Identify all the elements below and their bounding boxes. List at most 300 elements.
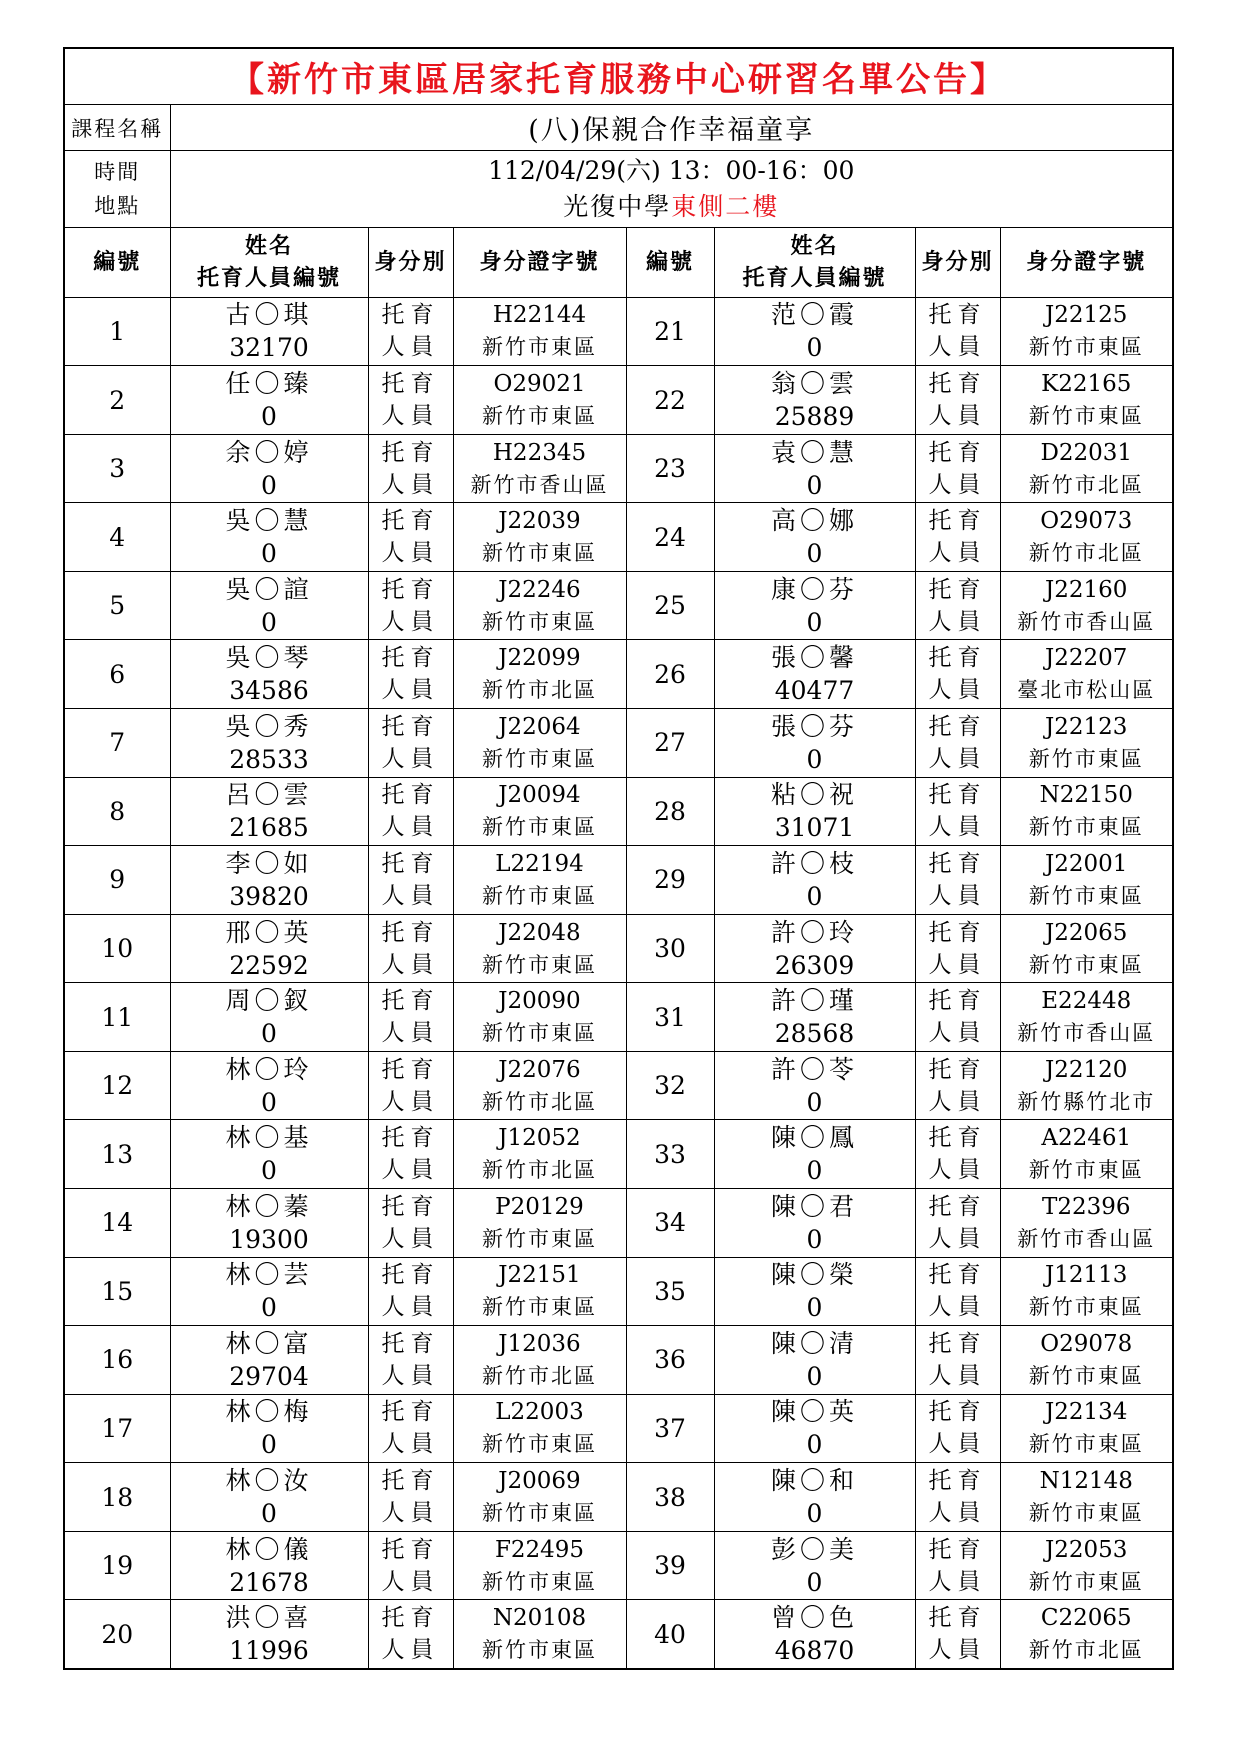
- row-number-right: 21: [626, 297, 714, 366]
- id-number: J22151: [498, 1262, 581, 1289]
- row-number-right: 26: [626, 640, 714, 709]
- name-cell-right: [714, 366, 915, 435]
- role-line-1: 托育: [928, 1330, 987, 1357]
- role-cell-right: [915, 914, 1000, 983]
- role-cell-right: [915, 640, 1000, 709]
- caregiver-code: 40477: [774, 676, 855, 706]
- role-line-2: 人員: [381, 1362, 440, 1389]
- row-number-right: 31: [626, 983, 714, 1052]
- role-line-1: 托育: [928, 1605, 987, 1632]
- row-number-left: 9: [64, 846, 170, 915]
- id-number: J22076: [498, 1056, 581, 1083]
- place-floor: 東側二樓: [671, 192, 780, 222]
- id-region: 新竹市北區: [482, 1089, 597, 1114]
- id-number: T22396: [1041, 1193, 1131, 1220]
- name-cell-left: [170, 1257, 368, 1326]
- row-number-right: 39: [626, 1531, 714, 1600]
- role-cell-left: [368, 709, 453, 778]
- role-cell-left: [368, 1188, 453, 1257]
- name-cell-left: [170, 914, 368, 983]
- row-number-right: 28: [626, 777, 714, 846]
- row-number-left: 6: [64, 640, 170, 709]
- id-cell-left: [453, 1531, 626, 1600]
- person-name: 林〇梅: [225, 1397, 313, 1427]
- role-cell-right: [915, 1531, 1000, 1600]
- role-line-1: 托育: [928, 782, 987, 809]
- row-number-left: 16: [64, 1326, 170, 1395]
- id-cell-right: [1000, 1531, 1173, 1600]
- role-line-1: 托育: [381, 713, 440, 740]
- time-place-row: [64, 151, 1173, 228]
- name-cell-left: [170, 571, 368, 640]
- table-row: [64, 366, 1173, 435]
- role-line-1: 托育: [928, 302, 987, 329]
- row-number-left: 8: [64, 777, 170, 846]
- row-number-right: 32: [626, 1051, 714, 1120]
- caregiver-code: 31071: [774, 813, 855, 843]
- name-cell-right: [714, 914, 915, 983]
- role-line-2: 人員: [928, 1157, 987, 1184]
- role-cell-left: [368, 571, 453, 640]
- id-number: J20090: [498, 988, 581, 1015]
- person-name: 彭〇美: [770, 1534, 858, 1564]
- row-number-left: 17: [64, 1394, 170, 1463]
- id-number: J22039: [498, 508, 581, 535]
- caregiver-code: 0: [261, 1087, 277, 1117]
- id-cell-right: [1000, 777, 1173, 846]
- caregiver-code: 26309: [774, 950, 855, 980]
- header-role-right: 身分別: [915, 228, 1000, 298]
- name-cell-right: [714, 640, 915, 709]
- place-venue: 光復中學: [563, 192, 672, 222]
- name-cell-right: [714, 1188, 915, 1257]
- id-region: 新竹市北區: [1028, 1638, 1144, 1663]
- row-number-left: 20: [64, 1600, 170, 1669]
- person-name: 余〇婷: [225, 437, 313, 467]
- role-line-2: 人員: [928, 1225, 987, 1252]
- id-number: J22123: [1045, 713, 1128, 740]
- id-region: 新竹市東區: [1028, 1569, 1144, 1594]
- table-row: [64, 983, 1173, 1052]
- id-number: J22160: [1045, 576, 1128, 603]
- row-number-left: 5: [64, 571, 170, 640]
- caregiver-code: 0: [261, 402, 277, 431]
- role-line-2: 人員: [928, 403, 987, 429]
- caregiver-code: 0: [806, 1293, 823, 1323]
- id-cell-right: [1000, 503, 1173, 572]
- header-name-label: 姓名: [790, 233, 839, 260]
- role-line-1: 托育: [381, 1056, 440, 1083]
- id-cell-right: [1000, 1394, 1173, 1463]
- person-name: 林〇汝: [225, 1466, 313, 1495]
- person-name: 張〇馨: [770, 643, 858, 673]
- event-place: [171, 189, 1173, 225]
- row-number-left: 10: [64, 914, 170, 983]
- course-label: 課程名稱: [64, 105, 170, 151]
- person-name: 許〇枝: [770, 848, 858, 878]
- person-name: 林〇富: [225, 1328, 313, 1358]
- person-name: 曾〇色: [770, 1603, 858, 1633]
- role-line-2: 人員: [928, 1088, 987, 1115]
- role-line-2: 人員: [381, 1431, 440, 1458]
- row-number-left: 7: [64, 709, 170, 778]
- role-cell-left: [368, 1463, 453, 1532]
- role-line-1: 托育: [381, 1536, 440, 1563]
- id-region: 新竹市東區: [1028, 1363, 1144, 1388]
- table-row: [64, 1257, 1173, 1326]
- role-line-2: 人員: [381, 334, 440, 361]
- role-line-1: 托育: [381, 302, 440, 329]
- name-cell-left: [170, 1531, 368, 1600]
- name-cell-left: [170, 1326, 368, 1395]
- role-line-2: 人員: [381, 745, 440, 772]
- id-region: 新竹市香山區: [1017, 609, 1156, 634]
- person-name: 陳〇榮: [770, 1260, 858, 1290]
- person-name: 林〇蓁: [225, 1191, 313, 1221]
- role-cell-right: [915, 777, 1000, 846]
- name-cell-right: [714, 1120, 915, 1189]
- row-number-right: 24: [626, 503, 714, 572]
- person-name: 古〇琪: [225, 300, 313, 330]
- role-line-2: 人員: [381, 471, 440, 498]
- role-line-1: 托育: [381, 1193, 440, 1220]
- page-title: 【新竹市東區居家托育服務中心研習名單公告】: [64, 48, 1173, 105]
- course-name: (八)保親合作幸福童享: [170, 105, 1173, 151]
- role-line-2: 人員: [928, 1362, 987, 1389]
- table-row: [64, 846, 1173, 915]
- person-name: 林〇儀: [225, 1534, 313, 1564]
- id-region: 臺北市松山區: [1017, 678, 1156, 703]
- id-number: J22001: [1045, 850, 1128, 877]
- id-cell-left: [453, 1326, 626, 1395]
- name-cell-right: [714, 571, 915, 640]
- person-name: 林〇芸: [225, 1260, 313, 1290]
- course-row: [64, 105, 1173, 151]
- caregiver-code: 0: [806, 1430, 823, 1460]
- id-number: J22099: [498, 645, 581, 672]
- role-line-2: 人員: [928, 1637, 987, 1664]
- row-number-right: 38: [626, 1463, 714, 1532]
- id-number: C22065: [1040, 1605, 1132, 1632]
- time-place-label: [64, 151, 170, 228]
- person-name: 陳〇君: [770, 1191, 858, 1221]
- header-name-left: [170, 228, 368, 298]
- name-cell-left: [170, 709, 368, 778]
- event-time: 112/04/29(六) 13：00-16：00: [488, 156, 855, 186]
- table-row: [64, 1120, 1173, 1189]
- role-line-2: 人員: [928, 1500, 987, 1526]
- id-number: N22150: [1039, 782, 1133, 809]
- role-line-2: 人員: [381, 1294, 440, 1321]
- table-row: [64, 1600, 1173, 1669]
- person-name: 許〇苓: [770, 1054, 858, 1084]
- id-region: 新竹市東區: [482, 1295, 597, 1320]
- id-number: L22194: [495, 850, 584, 877]
- role-line-1: 托育: [928, 371, 987, 397]
- id-cell-right: [1000, 846, 1173, 915]
- id-region: 新竹市東區: [482, 1638, 597, 1663]
- name-cell-left: [170, 777, 368, 846]
- role-line-1: 托育: [381, 1605, 440, 1632]
- role-line-1: 托育: [381, 1262, 440, 1289]
- header-role-left: 身分別: [368, 228, 453, 298]
- role-cell-left: [368, 640, 453, 709]
- id-number: P20129: [495, 1193, 584, 1220]
- caregiver-code: 0: [806, 539, 823, 569]
- caregiver-code: 21685: [229, 813, 309, 843]
- role-line-2: 人員: [381, 1500, 440, 1526]
- id-cell-right: [1000, 1188, 1173, 1257]
- caregiver-code: 0: [261, 539, 277, 569]
- role-line-2: 人員: [381, 951, 440, 978]
- id-cell-right: [1000, 1600, 1173, 1669]
- row-number-right: 35: [626, 1257, 714, 1326]
- header-code-label: 托育人員編號: [196, 265, 341, 292]
- id-cell-left: [453, 1188, 626, 1257]
- table-row: [64, 640, 1173, 709]
- role-cell-right: [915, 846, 1000, 915]
- role-line-1: 托育: [381, 782, 440, 809]
- name-cell-right: [714, 297, 915, 366]
- role-line-1: 托育: [381, 645, 440, 672]
- person-name: 呂〇雲: [225, 780, 313, 810]
- id-cell-left: [453, 1257, 626, 1326]
- caregiver-code: 19300: [229, 1224, 309, 1254]
- id-cell-right: [1000, 983, 1173, 1052]
- role-line-1: 托育: [928, 1536, 987, 1563]
- role-line-2: 人員: [928, 677, 987, 704]
- person-name: 吳〇秀: [225, 711, 313, 741]
- person-name: 李〇如: [225, 848, 313, 878]
- id-cell-left: [453, 1463, 626, 1532]
- id-region: 新竹市東區: [1028, 883, 1144, 908]
- table-row: [64, 1326, 1173, 1395]
- role-cell-right: [915, 1051, 1000, 1120]
- role-line-1: 托育: [928, 713, 987, 740]
- caregiver-code: 0: [806, 744, 823, 774]
- role-line-1: 托育: [381, 1468, 440, 1494]
- role-line-2: 人員: [928, 540, 987, 567]
- name-cell-right: [714, 1531, 915, 1600]
- role-cell-left: [368, 1394, 453, 1463]
- id-number: E22448: [1041, 988, 1132, 1015]
- table-row: [64, 1531, 1173, 1600]
- table-row: [64, 709, 1173, 778]
- role-cell-right: [915, 1326, 1000, 1395]
- id-region: 新竹市東區: [1028, 1432, 1144, 1457]
- id-cell-right: [1000, 366, 1173, 435]
- id-cell-left: [453, 983, 626, 1052]
- id-cell-left: [453, 366, 626, 435]
- caregiver-code: 0: [806, 1087, 823, 1117]
- name-cell-left: [170, 1463, 368, 1532]
- row-number-right: 22: [626, 366, 714, 435]
- name-cell-right: [714, 1326, 915, 1395]
- caregiver-code: 0: [261, 1430, 277, 1460]
- role-line-2: 人員: [928, 1020, 987, 1047]
- role-cell-left: [368, 434, 453, 503]
- role-line-1: 托育: [928, 1125, 987, 1152]
- id-number: K22165: [1041, 371, 1132, 397]
- name-cell-right: [714, 983, 915, 1052]
- person-name: 陳〇鳳: [770, 1123, 858, 1153]
- name-cell-right: [714, 1257, 915, 1326]
- role-line-2: 人員: [381, 1637, 440, 1664]
- role-cell-right: [915, 1463, 1000, 1532]
- id-number: O29073: [1040, 508, 1133, 535]
- name-cell-right: [714, 709, 915, 778]
- role-line-2: 人員: [381, 677, 440, 704]
- name-cell-left: [170, 1051, 368, 1120]
- role-line-2: 人員: [381, 814, 440, 841]
- id-number: J22048: [498, 919, 581, 946]
- id-number: H22345: [492, 439, 587, 466]
- table-row: [64, 503, 1173, 572]
- id-number: D22031: [1040, 439, 1133, 466]
- name-cell-left: [170, 297, 368, 366]
- person-name: 吳〇諠: [225, 574, 313, 604]
- id-cell-right: [1000, 640, 1173, 709]
- person-name: 吳〇琴: [225, 643, 313, 673]
- name-cell-left: [170, 503, 368, 572]
- role-line-2: 人員: [381, 403, 440, 429]
- name-cell-left: [170, 640, 368, 709]
- id-region: 新竹市東區: [1028, 1295, 1144, 1320]
- id-region: 新竹市北區: [1028, 541, 1144, 566]
- id-cell-right: [1000, 1051, 1173, 1120]
- id-number: F22495: [494, 1536, 585, 1563]
- id-cell-left: [453, 1394, 626, 1463]
- time-place-value: [170, 151, 1173, 228]
- name-cell-left: [170, 983, 368, 1052]
- role-cell-right: [915, 503, 1000, 572]
- role-line-2: 人員: [928, 608, 987, 635]
- role-cell-left: [368, 1051, 453, 1120]
- role-cell-right: [915, 434, 1000, 503]
- row-number-left: 15: [64, 1257, 170, 1326]
- id-cell-right: [1000, 709, 1173, 778]
- header-name-label: 姓名: [244, 233, 293, 260]
- id-number: J22134: [1045, 1399, 1128, 1426]
- row-number-right: 27: [626, 709, 714, 778]
- id-number: J20094: [498, 782, 581, 809]
- role-line-2: 人員: [928, 882, 987, 909]
- role-cell-right: [915, 297, 1000, 366]
- row-number-right: 29: [626, 846, 714, 915]
- caregiver-code: 28568: [774, 1019, 855, 1049]
- id-region: 新竹市東區: [482, 1432, 597, 1457]
- role-line-2: 人員: [928, 1568, 987, 1595]
- table-row: [64, 1394, 1173, 1463]
- role-cell-left: [368, 846, 453, 915]
- id-cell-right: [1000, 914, 1173, 983]
- row-number-right: 25: [626, 571, 714, 640]
- id-region: 新竹市北區: [482, 678, 597, 703]
- header-name-right: [714, 228, 915, 298]
- role-line-1: 托育: [928, 645, 987, 672]
- role-line-1: 托育: [928, 1468, 987, 1494]
- role-cell-left: [368, 777, 453, 846]
- caregiver-code: 0: [806, 1499, 823, 1528]
- name-cell-left: [170, 366, 368, 435]
- caregiver-code: 11996: [229, 1636, 309, 1666]
- person-name: 高〇娜: [770, 506, 858, 536]
- role-line-2: 人員: [381, 1568, 440, 1595]
- caregiver-code: 0: [806, 333, 823, 363]
- id-region: 新竹市北區: [1028, 472, 1144, 497]
- id-cell-left: [453, 1600, 626, 1669]
- id-cell-left: [453, 640, 626, 709]
- id-region: 新竹市東區: [482, 883, 597, 908]
- person-name: 陳〇英: [770, 1397, 858, 1427]
- role-cell-right: [915, 1120, 1000, 1189]
- caregiver-code: 39820: [229, 881, 309, 911]
- person-name: 許〇瑾: [770, 986, 858, 1016]
- header-id-left: 身分證字號: [453, 228, 626, 298]
- row-number-right: 33: [626, 1120, 714, 1189]
- name-cell-left: [170, 1188, 368, 1257]
- table-row: [64, 1051, 1173, 1120]
- id-cell-right: [1000, 434, 1173, 503]
- id-number: J22120: [1045, 1056, 1128, 1083]
- role-cell-left: [368, 503, 453, 572]
- id-cell-left: [453, 571, 626, 640]
- name-cell-right: [714, 1463, 915, 1532]
- person-name: 林〇玲: [225, 1054, 313, 1084]
- role-cell-left: [368, 1326, 453, 1395]
- role-line-1: 托育: [381, 508, 440, 535]
- role-line-1: 托育: [928, 508, 987, 535]
- id-region: 新竹市東區: [1028, 404, 1144, 428]
- person-name: 林〇基: [225, 1123, 313, 1153]
- caregiver-code: 32170: [229, 333, 309, 363]
- name-cell-right: [714, 777, 915, 846]
- name-cell-right: [714, 434, 915, 503]
- role-line-1: 托育: [928, 1399, 987, 1426]
- person-name: 張〇芬: [770, 711, 858, 741]
- role-line-2: 人員: [381, 1020, 440, 1047]
- id-number: J12052: [498, 1125, 581, 1152]
- role-line-2: 人員: [381, 1157, 440, 1184]
- person-name: 任〇臻: [225, 369, 313, 398]
- caregiver-code: 22592: [229, 950, 309, 980]
- role-cell-right: [915, 709, 1000, 778]
- role-line-1: 托育: [381, 439, 440, 466]
- row-number-left: 13: [64, 1120, 170, 1189]
- person-name: 翁〇雲: [770, 369, 858, 398]
- name-cell-right: [714, 846, 915, 915]
- role-line-1: 托育: [928, 576, 987, 603]
- row-number-left: 19: [64, 1531, 170, 1600]
- header-no-left: 編號: [64, 228, 170, 298]
- caregiver-code: 0: [261, 1499, 277, 1528]
- role-line-1: 托育: [928, 988, 987, 1015]
- row-number-left: 1: [64, 297, 170, 366]
- id-number: N20108: [492, 1605, 587, 1632]
- header-row: [64, 228, 1173, 298]
- table-row: [64, 1188, 1173, 1257]
- caregiver-code: 0: [806, 1567, 823, 1597]
- id-number: N12148: [1039, 1468, 1133, 1494]
- person-name: 周〇釵: [225, 986, 313, 1016]
- name-cell-left: [170, 846, 368, 915]
- header-no-right: 編號: [626, 228, 714, 298]
- person-name: 陳〇和: [770, 1466, 858, 1495]
- row-number-right: 37: [626, 1394, 714, 1463]
- id-cell-left: [453, 777, 626, 846]
- id-cell-left: [453, 434, 626, 503]
- name-cell-right: [714, 1051, 915, 1120]
